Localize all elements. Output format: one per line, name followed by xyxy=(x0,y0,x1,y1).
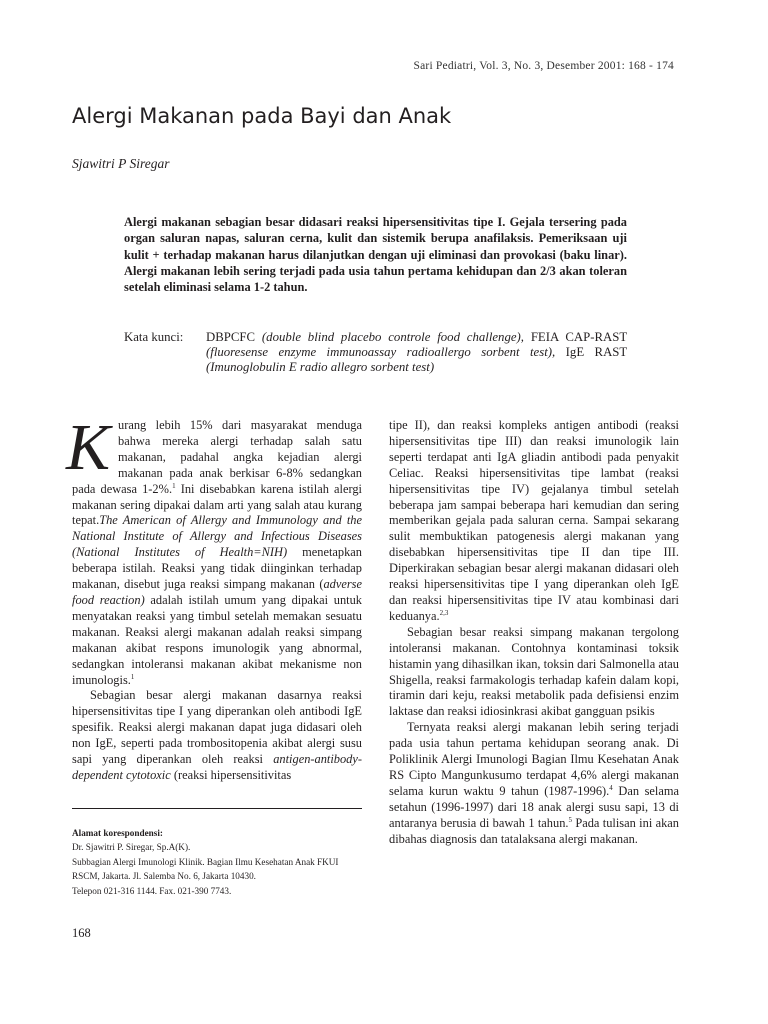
paragraph xyxy=(66,411,362,688)
body-text: Sebagian besar alergi makanan dasarnya reaksi hipersensitivitas tipe I yang diperankan oleh antibodi IgE spesifik. Reaksi alergi makanan dapat juga didasari oleh non IgE, seperti pada trombositopenia akibat alergi susu sapi yang diperankan oleh reaksi xyxy=(72,688,362,767)
body-text: menetapkan beberapa istilah. Reaksi yang tidak diinginkan terhadap makanan, disebut juga reaksi simpang makanan ( xyxy=(72,545,362,592)
body-column-left xyxy=(66,411,362,784)
body-text-italic: antigen-antibody- dependent cytotoxic xyxy=(72,752,362,782)
paragraph xyxy=(389,720,679,847)
reference-mark: 1 xyxy=(130,672,135,681)
paragraph: Sebagian besar reaksi simpang makanan tergolong intoleransi makanan. Contohnya kontaminasi toksik histamin yang dihasilkan ikan, toksin dari Salmonella atau Shigella, reaksi farmakologis terhadap kafein dalam kopi, tiramin dari keju, reaksi metabolik pada defisiensi enzim laktase dan reaksi idiosinkrasi akibat gangguan psikis xyxy=(389,624,679,719)
reference-mark: 4 xyxy=(609,783,613,792)
keywords-list xyxy=(206,330,627,375)
drop-cap: K xyxy=(66,411,111,484)
body-text: (reaksi hipersensitivitas xyxy=(170,767,292,782)
reference-mark: 2,3 xyxy=(439,608,449,617)
journal-reference: Sari Pediatri, Vol. 3, No. 3, Desember 2001: 168 - 174 xyxy=(413,60,674,72)
correspondence-line: RSCM, Jakarta. Jl. Salemba No. 6, Jakarta 10430. xyxy=(72,871,256,882)
keyword-dbpcfc-desc: (double blind placebo controle food challenge), xyxy=(261,330,524,344)
body-text-italic: The American of Allergy and Immunology and the National Institute of Allergy and Infectious Diseases (National Institutes of Health=NIH) xyxy=(72,513,362,560)
correspondence-address xyxy=(72,826,372,898)
body-text: adalah istilah umum yang dipakai untuk menyatakan reaksi yang timbul setelah memakan sesuatu makanan. Reaksi alergi makanan adalah reaksi simpang makanan akibat respons imunologik yang abnormal, sedangkan intoleransi makanan akibat mekanisme non imunologis. xyxy=(72,592,362,687)
paragraph xyxy=(389,418,679,625)
body-text: Ternyata reaksi alergi makanan lebih sering terjadi pada usia tahun pertama kehidupan seorang anak. Di Poliklinik Alergi Imunologi Bagian Ilmu Kesehatan Anak RS Cipto Mangunkusumo terdapat 4,6% alergi makanan selama kurun waktu 9 tahun (1987-1996). xyxy=(389,720,679,798)
body-column-right xyxy=(389,418,679,847)
keywords-label: Kata kunci: xyxy=(124,330,184,344)
body-text-italic: adverse food reaction) xyxy=(72,577,362,607)
correspondence-line: Dr. Sjawitri P. Siregar, Sp.A(K). xyxy=(72,842,191,853)
body-text: Ini disebabkan karena istilah alergi makanan sering dipakai dalam arti yang salah atau kurang tepat. xyxy=(72,481,362,528)
reference-mark: 5 xyxy=(568,815,572,824)
footnote-divider xyxy=(72,808,362,809)
keyword-ige-rast-desc: (Imunoglobulin E radio allegro sorbent test) xyxy=(206,360,435,374)
correspondence-line: Subbagian Alergi Imunologi Klinik. Bagian Ilmu Kesehatan Anak FKUI xyxy=(72,856,339,867)
body-text: tipe II), dan reaksi kompleks antigen antibodi (reaksi hipersensitivitas tipe III) dan reaksi imunologik lain seperti terdapat anti IgA gliadin antibodi pada penyakit Celiac. Reaksi hipersensitivitas tipe lambat (reaksi hipersensitivitas tipe IV) gejalanya timbul setelah beberapa jam sampai beberapa hari kemudian dan sering memberikan gejala pada saluran cerna. Sampai sekarang sulit membuktikan patogenesis alergi makanan yang disebabkan hipersensitivitas tipe II dan tipe III. Diperkirakan sebagian besar alergi makanan didasari oleh reaksi hipersensitivitas tipe I yang diperankan oleh IgE dan reaksi hipersensitivitas tipe IV atau kombinasi dari keduanya. xyxy=(389,418,679,623)
keyword-ige-rast: IgE RAST xyxy=(565,345,628,359)
body-text: Pada tulisan ini akan dibahas diagnosis dan tatalaksana alergi makanan. xyxy=(389,815,679,846)
reference-mark: 1 xyxy=(172,481,176,490)
author-name: Sjawitri P Siregar xyxy=(72,156,170,171)
correspondence-line: Telepon 021-316 1144. Fax. 021-390 7743. xyxy=(72,885,232,896)
body-text: Dan selama setahun (1996-1997) dari 18 anak alergi susu sapi, 13 di antaranya berusia di bawah 1 tahun. xyxy=(389,783,679,830)
keyword-feia-desc: (fluoresense enzyme immunoassay radioallergo sorbent test), xyxy=(206,345,556,359)
abstract: Alergi makanan sebagian besar didasari reaksi hipersensitivitas tipe I. Gejala tersering pada organ saluran napas, saluran cerna, kulit dan sistemik berupa anafilaksis. Pemeriksaan uji kulit + terhadap makanan harus dilanjutkan dengan uji eliminasi dan provokasi (baku linar). Alergi makanan lebih sering terjadi pada usia tahun pertama kehidupan dan 2/3 akan toleran setelah eliminasi selama 1-2 tahun. xyxy=(124,215,627,295)
keywords-block xyxy=(124,330,627,375)
article-title: Alergi Makanan pada Bayi dan Anak xyxy=(72,104,452,128)
keyword-dbpcfc: DBPCFC xyxy=(206,330,256,344)
page-number: 168 xyxy=(72,926,91,940)
keyword-feia: FEIA CAP-RAST xyxy=(530,330,627,344)
body-text: urang lebih 15% dari masyarakat menduga bahwa mereka alergi terhadap salah satu makanan, padahal angka kejadian alergi makanan pada anak berkisar 6-8% sedangkan pada dewasa 1-2%. xyxy=(72,418,362,496)
correspondence-heading: Alamat korespondensi: xyxy=(72,828,163,838)
paragraph xyxy=(72,688,362,783)
